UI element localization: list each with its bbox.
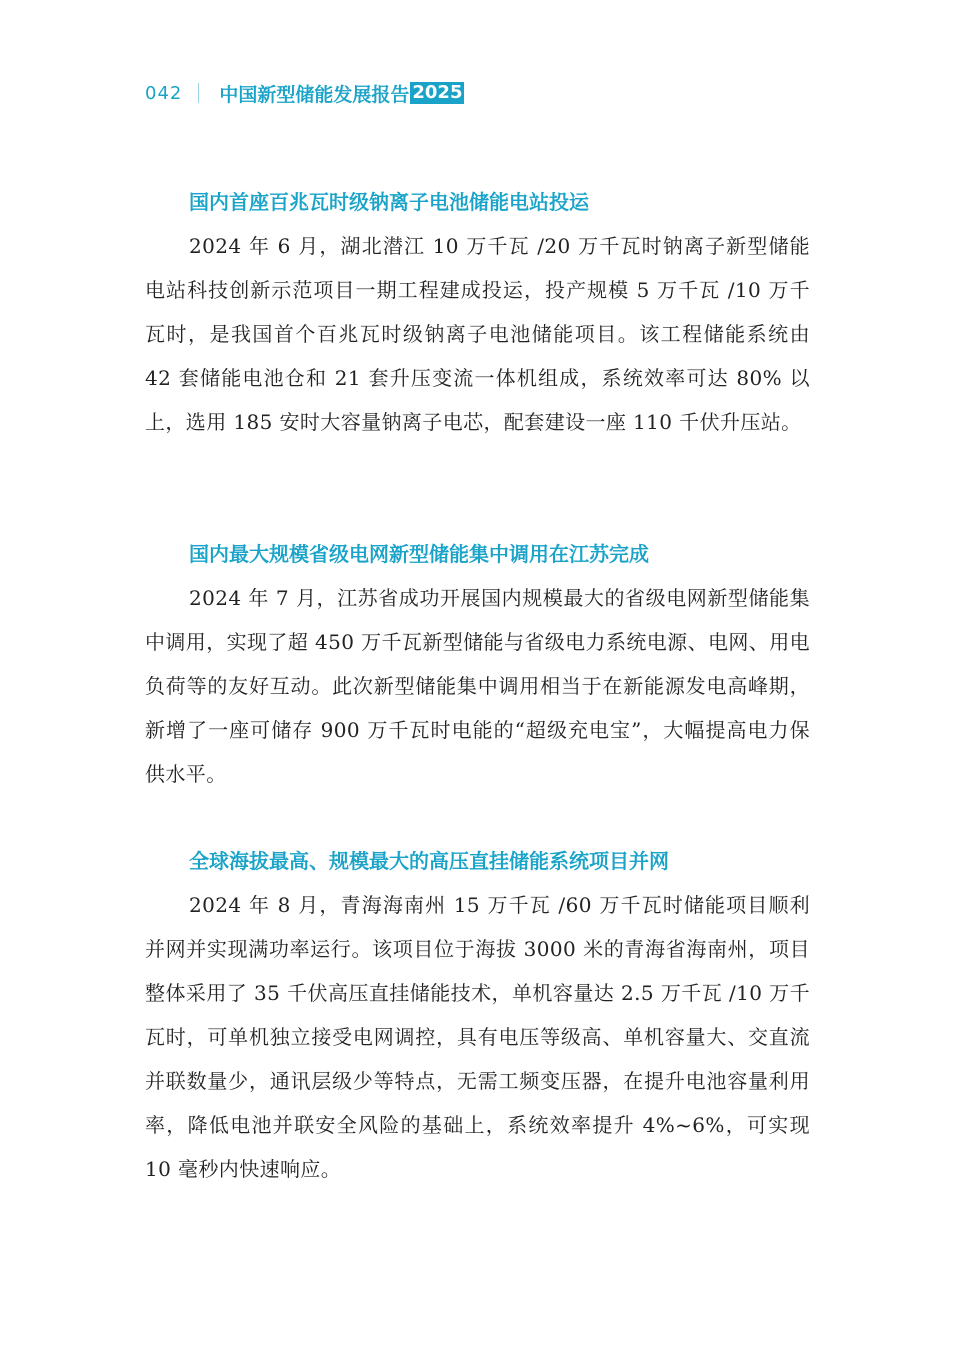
news-section xyxy=(145,843,810,1191)
section-body: 2024 年 7 月，江苏省成功开展国内规模最大的省级电网新型储能集中调用，实现了超 450 万千瓦新型储能与省级电力系统电源、电网、用电负荷等的友好互动。此次新型储能集中调用相当于在新能源发电高峰期，新增了一座可储存 900 万千瓦时电能的“超级充电宝”，大幅提高电力保供水平。 xyxy=(145,586,810,786)
report-title-text: 中国新型储能发展报告 xyxy=(219,83,410,106)
report-title xyxy=(219,80,464,107)
section-body: 2024 年 8 月，青海海南州 15 万千瓦 /60 万千瓦时储能项目顺利并网并实现满功率运行。该项目位于海拔 3000 米的青海省海南州，项目整体采用了 35 千伏高压直挂储能技术，单机容量达 2.5 万千瓦 /10 万千瓦时，可单机独立接受电网调控，具有电压等级高、单机容量大、交直流并联数量少，通讯层级少等特点，无需工频变压器，在提升电池容量利用率，降低电池并联安全风险的基础上，系统效率提升 4%~6%，可实现 10 毫秒内快速响应。 xyxy=(145,893,810,1181)
news-section xyxy=(145,536,810,796)
section-heading: 国内最大规模省级电网新型储能集中调用在江苏完成 xyxy=(189,542,649,566)
news-section xyxy=(145,184,810,444)
section-heading: 全球海拔最高、规模最大的高压直挂储能系统项目并网 xyxy=(189,849,669,873)
page-number: 042 xyxy=(145,82,183,104)
section-heading: 国内首座百兆瓦时级钠离子电池储能电站投运 xyxy=(189,190,589,214)
section-body: 2024 年 6 月，湖北潜江 10 万千瓦 /20 万千瓦时钠离子新型储能电站科技创新示范项目一期工程建成投运，投产规模 5 万千瓦 /10 万千瓦时，是我国首个百兆瓦时级钠离子电池储能项目。该工程储能系统由 42 套储能电池仓和 21 套升压变流一体机组成，系统效率可达 80% 以上，选用 185 安时大容量钠离子电芯，配套建设一座 110 千伏升压站。 xyxy=(145,234,810,434)
page-header xyxy=(145,78,464,108)
report-year-badge: 2025 xyxy=(412,82,463,103)
header-divider xyxy=(198,83,199,103)
